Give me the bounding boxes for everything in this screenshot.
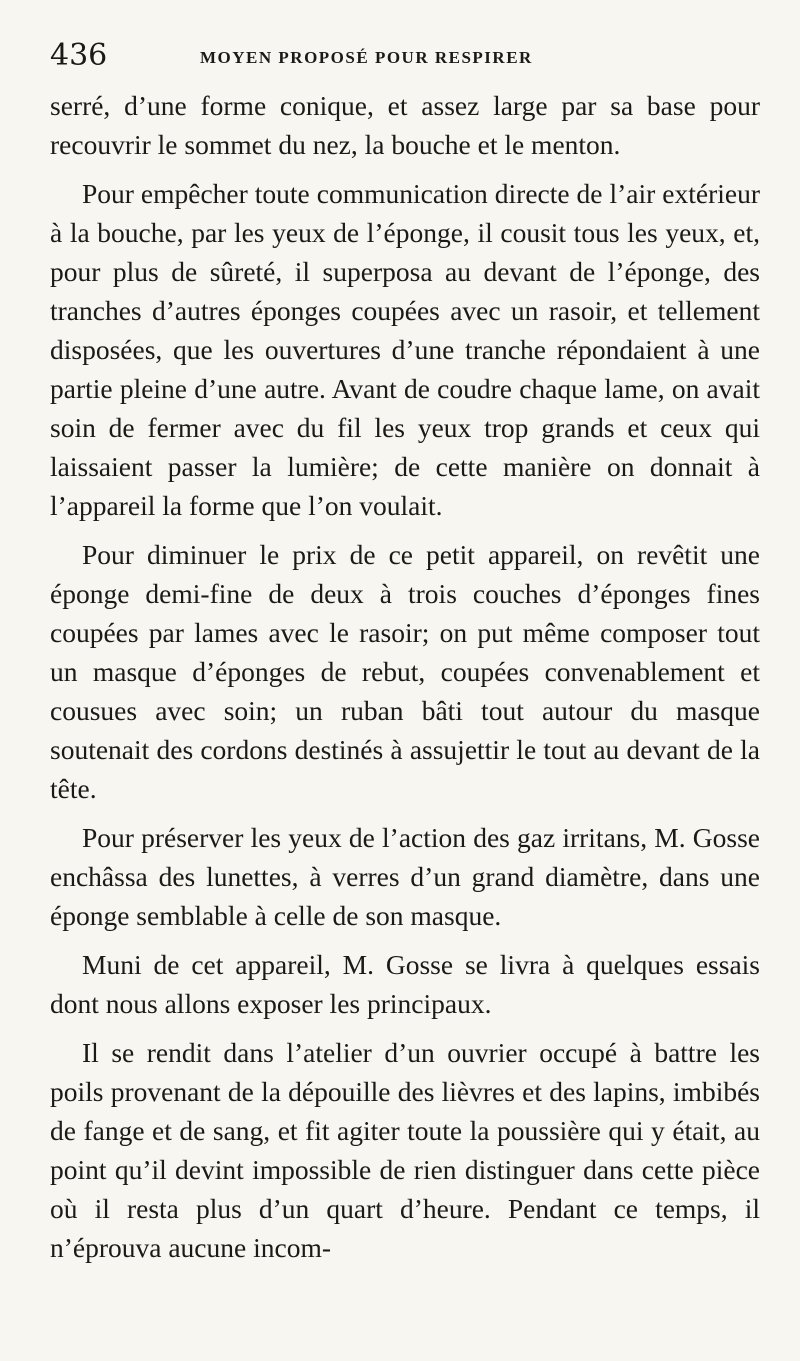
paragraph: Pour préserver les yeux de l’action des gaz irritans, M. Gosse enchâssa des lunettes, à verres d’un grand diamètre, dans une éponge semblable à celle de son masque. (50, 822, 760, 931)
running-title: MOYEN PROPOSÉ POUR RESPIRER (200, 48, 533, 67)
page-header (50, 38, 760, 86)
paragraph: Muni de cet appareil, M. Gosse se livra à quelques essais dont nous allons exposer les principaux. (50, 949, 760, 1019)
body-text (50, 86, 760, 1267)
paragraph-continuation: serré, d’une forme conique, et assez large par sa base pour recouvrir le sommet du nez, la bouche et le menton. (50, 90, 760, 160)
paragraph: Pour diminuer le prix de ce petit appareil, on revêtit une éponge demi-fine de deux à trois couches d’éponges fines coupées par lames avec le rasoir; on put même composer tout un masque d’éponges de rebut, coupées convenablement et cousues avec soin; un ruban bâti tout autour du masque soutenait des cordons destinés à assujettir le tout au devant de la tête. (50, 539, 760, 804)
paragraph: Pour empêcher toute communication directe de l’air extérieur à la bouche, par les yeux de l’éponge, il cousit tous les yeux, et, pour plus de sûreté, il superposa au devant de l’éponge, des tranches d’autres éponges coupées avec un rasoir, et tellement disposées, que les ouvertures d’une tranche répondaient à une partie pleine d’une autre. Avant de coudre chaque lame, on avait soin de fermer avec du fil les yeux trop grands et ceux qui laissaient passer la lumière; de cette manière on donnait à l’appareil la forme que l’on voulait. (50, 178, 760, 521)
book-page (50, 38, 760, 1267)
paragraph: Il se rendit dans l’atelier d’un ouvrier occupé à battre les poils provenant de la dépouille des lièvres et des lapins, imbibés de fange et de sang, et fit agiter toute la poussière qui y était, au point qu’il devint impossible de rien distinguer dans cette pièce où il resta plus d’un quart d’heure. Pendant ce temps, il n’éprouva aucune incom- (50, 1037, 760, 1263)
page-number: 436 (50, 38, 108, 73)
